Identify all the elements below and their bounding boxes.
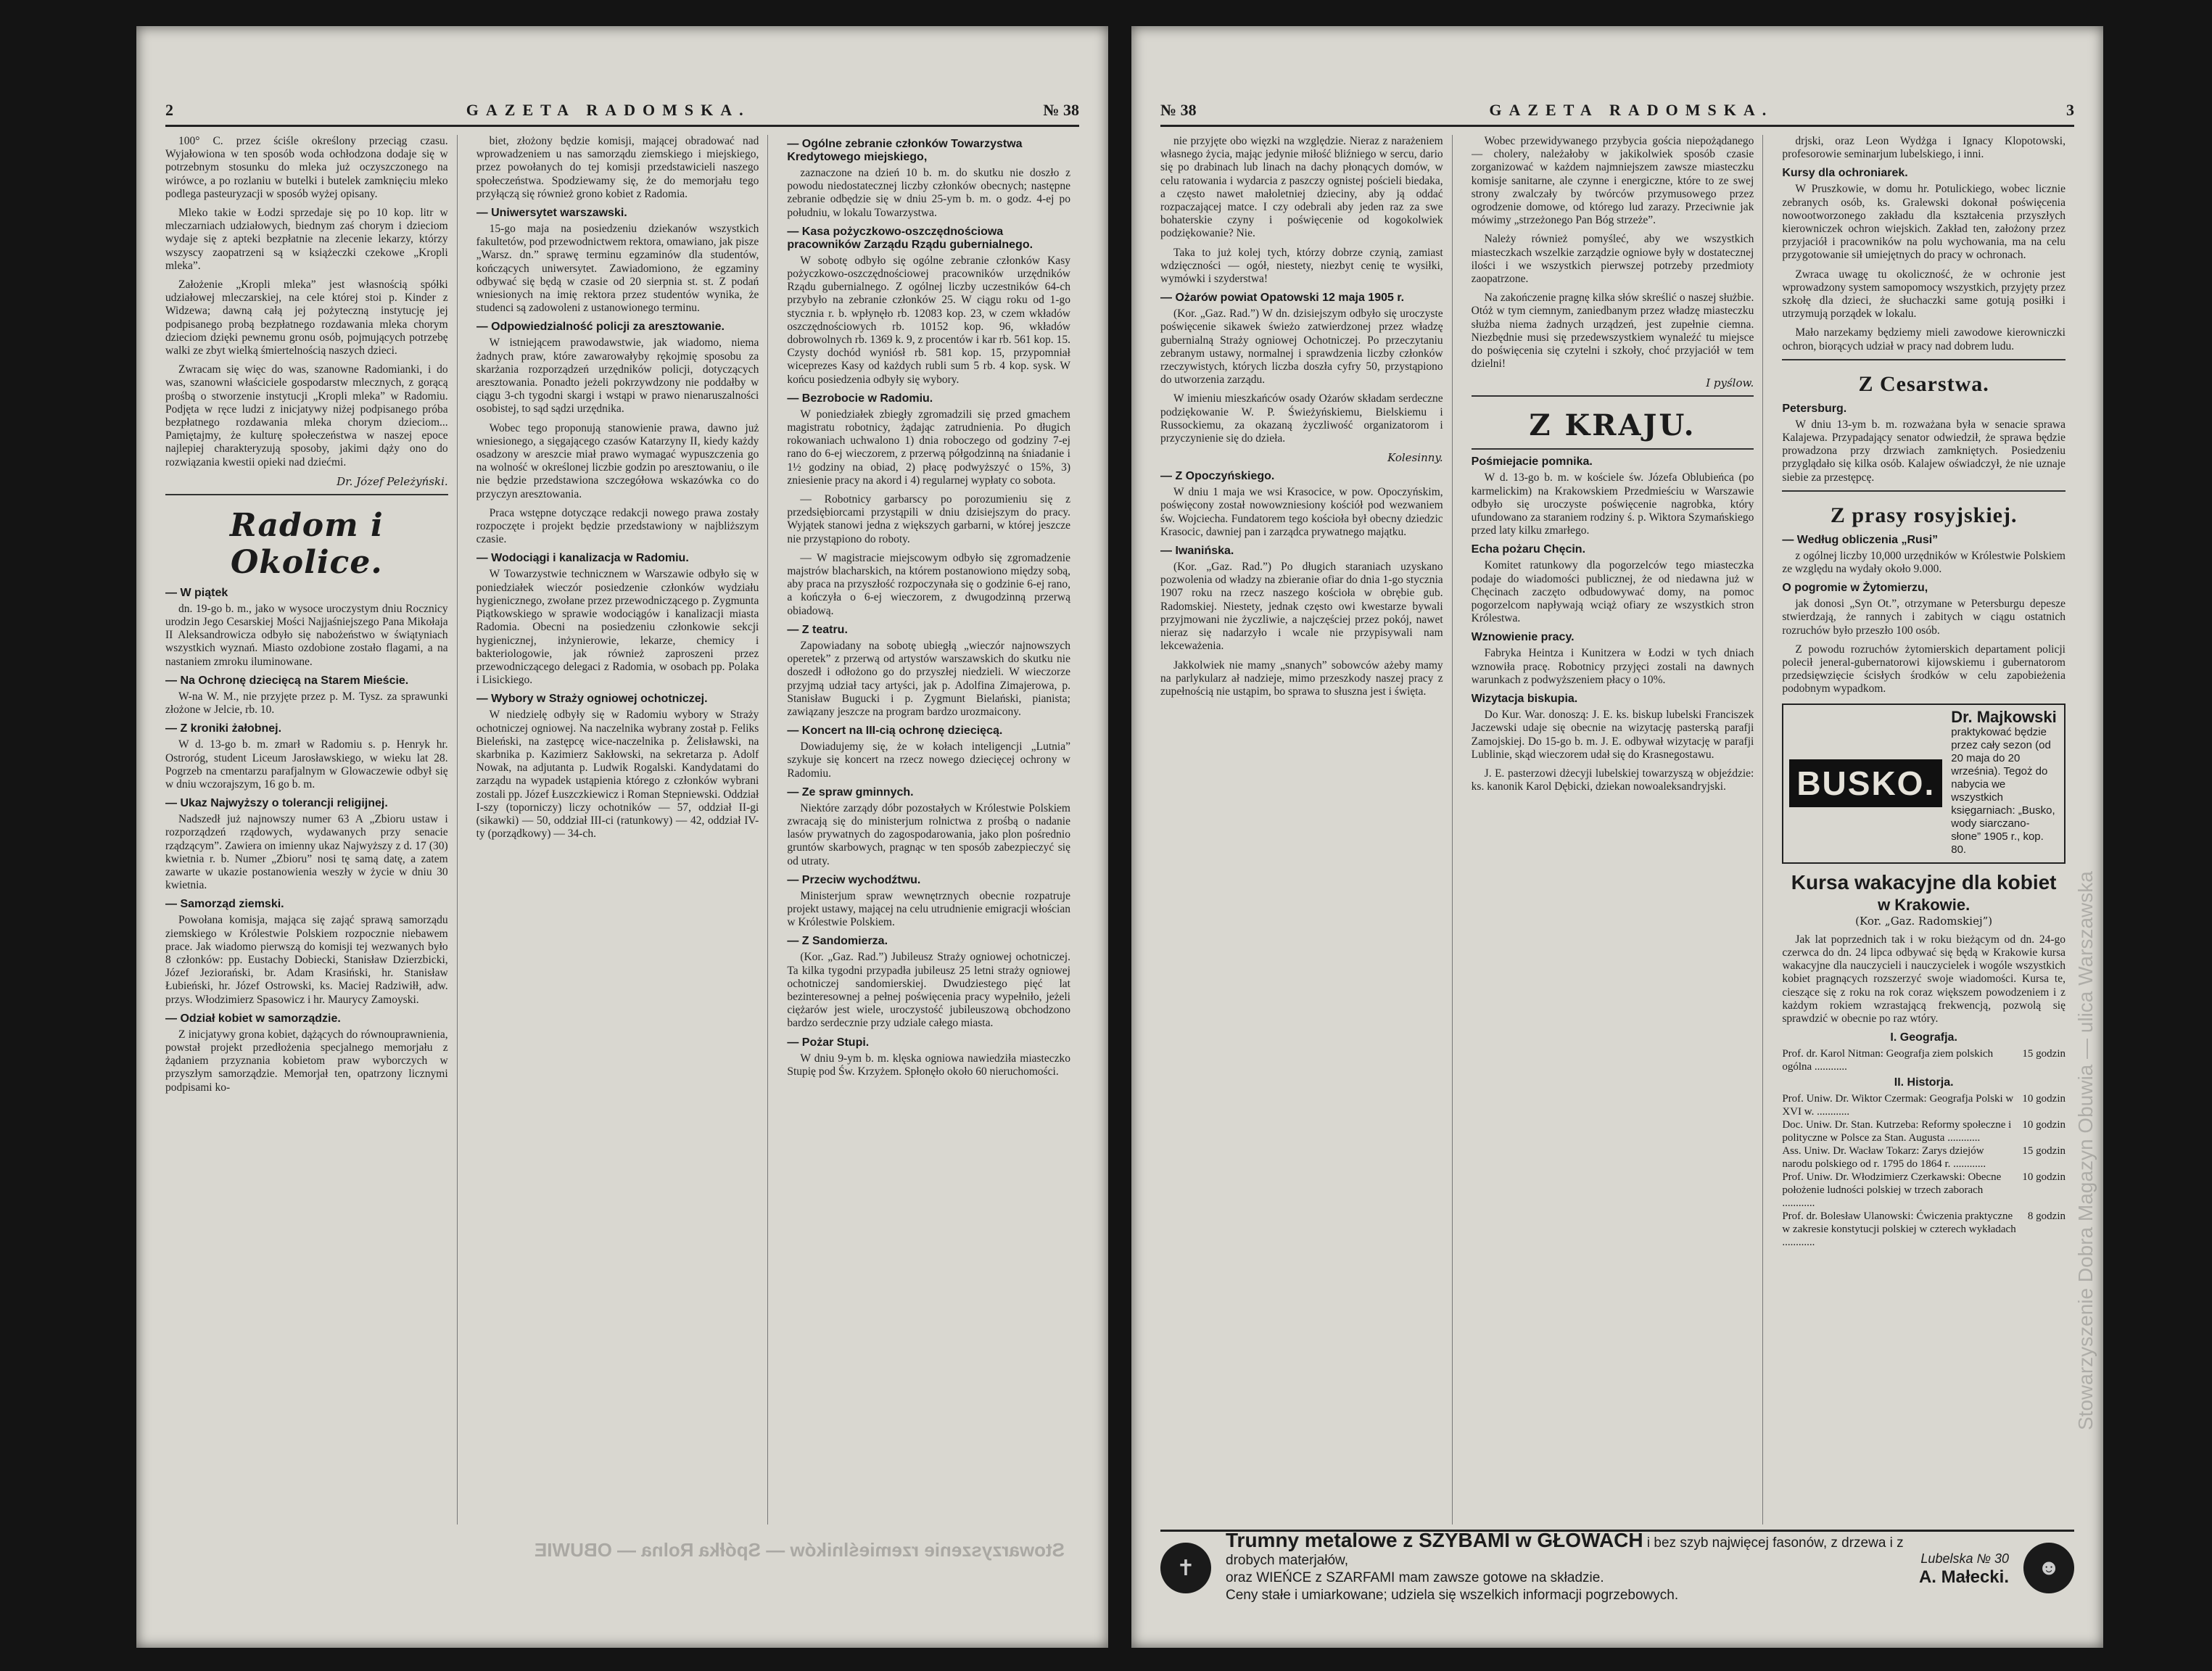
paragraph: Należy również pomyśleć, aby we wszystkich miasteczkach wszelkie zarządzie ogniowe były w dostatecznej ilości i we wszystkich pierwszej potrzeby przedmioty zaopatrzone. bbox=[1471, 233, 1754, 286]
paragraph: (Kor. „Gaz. Rad.”) Po długich staraniach uzyskano pozwolenia od władzy na zbieranie ofiar do dnia 1-go stycznia 1907 roku na rzecz naszego kościoła w obrębie gub. Radomskiej. Niestety, jednak często owi kwestarze bywali przyjmowani nie życzliwie, a najczęściej przez pokój, nawet nieraz się nadarzyło i wcale nie przypisywali nam lekceważenia. bbox=[1160, 561, 1443, 653]
section-title: Z prasy rosyjskiej. bbox=[1830, 503, 2018, 527]
lecture-hours: 10 godzin bbox=[2022, 1171, 2066, 1184]
article-heading: O pogromie w Żytomierzu, bbox=[1782, 582, 1928, 595]
paragraph: W Pruszkowie, w domu hr. Potulickiego, wobec licznie zebranych osób, ks. Gralewski dokonał poświęcenia nowootworzonego zakładu dla kształcenia przyszłych kierowniczek ochron wiejskich. Zakład ten, założony przez przyjaciół i pracowników na polu wychowania, ma na celu przygotowanie sił umiejętnych do pracy w ochronach. bbox=[1782, 183, 2066, 262]
paragraph: 100° C. przez ściśle określony przeciąg czasu. Wyjałowiona w ten sposób woda ochłodzona dodaje się w potrzebnym stosunku do mleka już oczyszczonego na wirówce, a po rozlaniu w butelki i butelek zamknięciu mleko podlega pasteuryzacji w sposób wyżej opisany. bbox=[165, 135, 448, 200]
paragraph: Niektóre zarządy dóbr pozostałych w Królestwie Polskiem zwracają się do ministerjum rolnictwa z prośbą o nadanie lasów prywatnych do zagospodarowania, jako plon pośrednio gruntów skarbowych, pragnąc w ten sposób zabezpieczyć się od utraty. bbox=[787, 801, 1070, 867]
paragraph: nie przyjęte obo więzki na względzie. Nieraz z narażeniem własnego życia, mając jedynie miłość bliźniego w sercu, dario się po drabinach lub linach na dachy płonących domów, w celu ratowania i wydarcia z paszczy ognistej pościeli biedaka, a często nawet małoletniej dzieciny, aby ją oddać rozpaczającej matce. I czy odebrali aby jeden raz za swe bohaterskie czyny i poświęcenie od kogokolwiek podziękowanie? Nie. bbox=[1160, 135, 1443, 240]
paragraph: Ministerjum spraw wewnętrznych obecnie rozpatruje projekt ustawy, mającej na celu utrudnienie emigracji włościan w Królestwie Polskiem. bbox=[787, 889, 1070, 929]
lecture-hours: 10 godzin bbox=[2022, 1119, 2066, 1131]
paragraph: Mało narzekamy będziemy mieli zawodowe kierowniczki ochron, biorących udział w pracy nad dobrem ludu. bbox=[1782, 326, 2066, 352]
paragraph: W dniu 9-ym b. m. klęska ogniowa nawiedziła miasteczko Stupię pod Św. Krzyżem. Spłonęło około 60 nieruchomości. bbox=[787, 1052, 1070, 1078]
section-title: Radom i Okolice. bbox=[229, 506, 384, 581]
lecture-row bbox=[1782, 1047, 2066, 1073]
ad-line: oraz WIEŃCE z SZARFAMI mam zawsze gotowe na składzie. bbox=[1226, 1570, 1604, 1585]
paragraph: Na zakończenie pragnę kilka słów skreślić o naszej służbie. Otóż w tym ciemnym, zaniedbanym przez władzę miasteczku służba niema żadnych urządzeń, jest zupełnie ciemna. Niezbędnie musi się przedewszystkiem wynaleźć tu miejsce do poświęcenia się czytelni i szkoły, choć przyjaciół w tem dzielni! bbox=[1471, 292, 1754, 371]
paragraph: Wobec tego proponują stanowienie prawa, dawno już wniesionego, a sięgającego czasów Katarzyny II, kiedy każdy osadzony w areszcie miał prawo wymagać wypuszczenia go na wolność w określonej liczbie godzin po aresztowaniu, o ile nie będzie przedstawiona szczegółowa wskazówka co do przyczyn aresztowania. bbox=[476, 421, 759, 500]
coffin-emblem-icon: ✝ bbox=[1160, 1543, 1211, 1593]
article-heading: Petersburg. bbox=[1782, 402, 1847, 415]
article-heading: — Wodociągi i kanalizacja w Radomiu. bbox=[476, 552, 689, 565]
divider bbox=[165, 494, 448, 495]
doctor-name: Dr. Majkowski bbox=[1951, 707, 2057, 726]
paragraph: dn. 19-go b. m., jako w wysoce uroczystym dniu Rocznicy urodzin Jego Cesarskiej Mości Najjaśniejszego Pana Mikołaja II Aleksandrowicza odbyło się nabożeństwo w świątyniach wszystkich wyznań. Miasto ozdobione zostało flagami, a na nastaniem zmroku iluminowane. bbox=[165, 602, 448, 668]
ad-address: Lubelska № 30 bbox=[1920, 1551, 2009, 1566]
spine-bleed-text: Stowarzyszenie Dobra Magazyn Obuwia — ulica Warszawska bbox=[2074, 871, 2097, 1430]
right-page bbox=[1131, 26, 2103, 1648]
lecture-row bbox=[1782, 1092, 2066, 1118]
paragraph: W niedzielę odbyły się w Radomiu wybory w Straży ochotniczej ogniowej. Na naczelnika wybrany został p. Feliks Bieleński, na zastępcę wice-naczelnika p. Żelisławski, na skarbnika p. Kazimierz Sakłowski, na sekretarza p. Adolf Nowak, na adjutanta p. Ludwik Rogalski. Kandydatami do zarządu na wypadek ustąpienia którego z członków wybrani zostali pp. Józef Łuszczkiewicz i Roman Stepniewski. Oddział I-szy (toporniczy) liczy ochotników — 57, oddział II-gi (sikawki) — 50, oddział III-ci (ratunkowy) — 42, oddział IV-ty (porządkowy) — 34-ch. bbox=[476, 709, 759, 841]
divider bbox=[1472, 395, 1754, 397]
article-heading: — Uniwersytet warszawski. bbox=[476, 207, 627, 220]
lecture-hours: 15 godzin bbox=[2022, 1145, 2066, 1158]
article-heading: — Odpowiedzialność policji za aresztowanie. bbox=[476, 321, 725, 334]
article-heading: Wizytacja biskupia. bbox=[1471, 693, 1578, 706]
left-page bbox=[136, 26, 1108, 1648]
paragraph: zaznaczone na dzień 10 b. m. do skutku nie doszło z powodu niedostatecznej liczby członków obecnych; następne zebranie odbędzie się w dniu 25-ym b. m. o godz. 4-ej po południu, w lokalu Towarzystwa. bbox=[787, 167, 1070, 219]
author-signature: Dr. Józef Peleżyński. bbox=[337, 474, 448, 488]
column-1 bbox=[1160, 135, 1453, 1524]
article-heading: — Bezrobocie w Radomiu. bbox=[787, 392, 933, 405]
column-1 bbox=[165, 135, 458, 1524]
running-head-right bbox=[1160, 96, 2074, 127]
lecture-hours: 8 godzin bbox=[2027, 1210, 2066, 1223]
paragraph: W-na W. M., nie przyjęte przez p. M. Tysz. za sprawunki złożone w Jelcie, rb. 10. bbox=[165, 690, 448, 717]
coffin-advertisement bbox=[1160, 1530, 2074, 1604]
article-heading: — Z Sandomierza. bbox=[787, 935, 888, 948]
paragraph: W Towarzystwie technicznem w Warszawie odbyło się w poniedziałek wieczór posiedzenie członków wydziału hygienicznego, zwołane przez przewodniczącego p. Zygmunta Piątkowskiego w sprawie wodociągów i kanalizacji miasta Radomia. Obecni na posiedzeniu członkowie sekcji hygienicznej, inżynierowie, lekarze, chemicy i bakteriologowie, jak również zaproszeni przez przewodniczącego delegaci z Radomia, w osobach pp. Polaka i Lisickiego. bbox=[476, 568, 759, 687]
paragraph: W imieniu mieszkańców osady Ożarów składam serdeczne podziękowanie W. P. Świeżyńskiemu, Bielskiemu i Russockiemu, za okazaną życzliwość organizatorom i przyczynienie się do dzieła. bbox=[1160, 392, 1443, 445]
article-heading: — Z teatru. bbox=[787, 623, 848, 636]
divider bbox=[1472, 448, 1754, 450]
paragraph: W sobotę odbyło się ogólne zebranie członków Kasy pożyczkowo-oszczędnościowej pracowników urzędników Rządu gubernialnego. Z ogólnej liczby uczestników 64-ch przybyło na zebranie członków 25. W ciągu roku od 1-go stycznia r. b. wpłynęło rb. 12083 kop. 23, w czem wkładów oszczędnościowych rb. 10152 kop. 96, wkładów dobrowolnych rb. 1369 k. 9, z procentów i kar rb. 561 kop. 15. Czysty dochód wyniósł rb. 581 kop. 15, przypomniał wiceprezes Kasy od każdych rubli sum 5 rb. 4 kop. sysk. W końcu posiedzenia odbyły się wybory. bbox=[787, 254, 1070, 386]
article-columns bbox=[165, 135, 1079, 1524]
course-group: I. Geografja. bbox=[1890, 1031, 1957, 1044]
column-3 bbox=[787, 135, 1079, 1524]
divider bbox=[1782, 490, 2066, 492]
paragraph: Komitet ratunkowy dla pogorzelców tego miasteczka podaje do wiadomości publicznej, że od niedawna już w Chęcinach zaczęto odbudowywać domy, na pomoc pogorzelcom napływają wciąż ofiary ze wszystkich stron Królestwa. bbox=[1471, 559, 1754, 625]
article-heading: — Na Ochronę dziecięcą na Starem Mieście. bbox=[165, 674, 409, 687]
ad-headline: Trumny metalowe z SZYBAMI w GŁOWACH bbox=[1226, 1529, 1643, 1551]
busko-logo: BUSKO. bbox=[1789, 759, 1942, 807]
ad-body: praktykować będzie przez cały sezon (od 20 maja do 20 września). Tegoż do nabycia we wszystkich księgarniach: „Busko, wody siarczano-słone” 1905 r., kop. 80. bbox=[1951, 725, 2055, 856]
course-title: Kursa wakacyjne dla kobiet bbox=[1791, 870, 2057, 894]
paragraph: biet, złożony będzie komisji, mającej obradować nad wprowadzeniem u nas samorządu ziemskiego i miejskiego, przez powołanych do tej komisji przedstawicieli naszego społeczeństwa. Spodziewamy się, że do memorjału tego przyłączą się również grono kobiet z Radomia. bbox=[476, 135, 759, 200]
paragraph: Taka to już kolej tych, którzy dobrze czynią, zamiast wdzięczności — ogół, niestety, niezbyt cenię te wysiłki, wymówki i szyderstwa! bbox=[1160, 246, 1443, 286]
paragraph: Nadszedł już najnowszy numer 63 A „Zbioru ustaw i rozporządzeń rządowych, wydawanych przy senacie rządzącym”. Zawiera on imienny ukaz Najwyższy z d. 17 (30) kwietnia r. b. Numer „Zbioru” nosi tę samą datę, a zatem zawarte w ukazie postanowienia weszły w życie w dniu 30 kwietnia. bbox=[165, 813, 448, 892]
paragraph: — Robotnicy garbarscy po porozumieniu się z przedsiębiorcami przystąpili w dniu dzisiejszym do pracy. Wyjątek stanowi jedna z większych garbarni, w której jeszcze nie przystąpiono do roboty. bbox=[787, 493, 1070, 545]
article-heading: — Ożarów powiat Opatowski 12 maja 1905 r. bbox=[1160, 292, 1405, 305]
article-heading: — Wybory w Straży ogniowej ochotniczej. bbox=[476, 693, 708, 706]
paragraph: 15-go maja na posiedzeniu dziekanów wszystkich fakultetów, pod przewodnictwem rektora, omawiano, jak pisze „Warsz. dn.” sprawę terminu egzaminów dla studentów, kończących uniwersytet. Zawiadomiono, że egzaminy odbywać się będą w czasie od 20 sierpnia st. st. Z podań wniesionych na imię rektora przez studentów wynika, że studenci są zadowoleni z ustanowionego terminu. bbox=[476, 223, 759, 315]
article-heading: — Ukaz Najwyższy o tolerancji religijnej. bbox=[165, 797, 388, 810]
article-heading: — Przeciw wychodźtwu. bbox=[787, 873, 921, 886]
running-head-left bbox=[165, 96, 1079, 127]
author-signature: Kolesinny. bbox=[1387, 451, 1443, 465]
paragraph: W d. 13-go b. m. zmarł w Radomiu s. p. Henryk hr. Ostroróg, student Liceum Jarosławskiego, w wieku lat 28. Pogrzeb na cmentarzu parafjalnym w Glowaczewie odbył się w dniu wczorajszym, 16 go b. m. bbox=[165, 738, 448, 791]
lecture-title: Prof. Uniw. Dr. Włodzimierz Czerkawski: Obecne położenie ludności polskiej w trzech zaborach ............ bbox=[1782, 1171, 2002, 1210]
article-heading: — Ogólne zebranie członków Towarzystwa Kredytowego miejskiego, bbox=[787, 138, 1023, 163]
footer-ad-text bbox=[1226, 1529, 1904, 1604]
article-heading: Kursy dla ochroniarek. bbox=[1782, 167, 1908, 180]
course-group: II. Historja. bbox=[1894, 1076, 1954, 1089]
article-heading: — Według obliczenia „Rusi” bbox=[1782, 533, 1939, 546]
article-heading: Pośmiejacie pomnika. bbox=[1471, 455, 1593, 469]
course-subtitle: w Krakowie. bbox=[1878, 895, 1970, 914]
section-title: Z KRAJU. bbox=[1529, 408, 1696, 443]
article-heading: — Z Opoczyńskiego. bbox=[1160, 470, 1275, 483]
paragraph: (Kor. „Gaz. Rad.”) W dn. dzisiejszym odbyło się uroczyste poświęcenie sikawek świeżo zatwierdzonej przez władzę gubernialną Straży ogniowej Ochotniczej. Po przeczytaniu zebranym ustawy, normalnej i sprawdzenia liczby członków rzeczywistych, których liczba doszła cyfry 50, przystąpiono do utworzenia zarządu. bbox=[1160, 308, 1443, 387]
paragraph: jak donosi „Syn Ot.”, otrzymane w Petersburgu depesze stwierdzają, że rannych i zabitych w ciągu ostatnich rozruchów było przeszło 100 osób. bbox=[1782, 598, 2066, 637]
article-heading: — Koncert na III-cią ochronę dziecięcą. bbox=[787, 725, 1003, 738]
busko-text bbox=[1951, 707, 2058, 857]
bleed-through-text: Stowarzyszenie rzemieślników — Spółka Rolna — OBUWIE bbox=[534, 1539, 1065, 1561]
paragraph: Praca wstępne dotyczące redakcji nowego prawa zostały rozpoczęte i projekt będzie przedstawiony w najbliższym czasie. bbox=[476, 506, 759, 546]
lecture-title: Doc. Uniw. Dr. Stan. Kutrzeba: Reformy społeczne i polityczne w Polsce za Stan. Augusta ............ bbox=[1782, 1119, 2012, 1144]
column-2 bbox=[1472, 135, 1764, 1524]
masthead: GAZETA RADOMSKA. bbox=[1489, 101, 1774, 119]
article-columns bbox=[1160, 135, 2074, 1524]
paragraph: z ogólnej liczby 10,000 urzędników w Królestwie Polskiem ze względu na wydały około 9.000. bbox=[1782, 549, 2066, 576]
footer-ad-signature bbox=[1919, 1549, 2009, 1588]
paragraph: (Kor. „Gaz. Rad.”) Jubileusz Straży ogniowej ochotniczej. Ta kilka tygodni przypadła jubileusz 25 letni straży ogniowej ochotniczej sandomierskiej. Dwudziestego pięć lat bezinteresownej a pełnej poświęcenia pracy wypełniło, jeżeli ciężarów jest wiele, uroczystość jubileuszową obchodzono bardzo serdecznie przy udziale całego miasta. bbox=[787, 951, 1070, 1030]
lecture-title: Prof. dr. Karol Nitman: Geografja ziem polskich ogólna ............ bbox=[1782, 1048, 1994, 1073]
article-heading: Wznowienie pracy. bbox=[1471, 631, 1575, 644]
paragraph: Dowiadujemy się, że w kołach inteligencji „Lutnia” szykuje się koncert na rzecz nowego dziecięcej ochrony w Radomiu. bbox=[787, 740, 1070, 780]
lecture-row bbox=[1782, 1210, 2066, 1249]
paragraph: Powołana komisja, mająca się zająć sprawą samorządu ziemskiego w Królestwie Polskiem rozpocznie niebawem prace. Jak wiadomo pierwszą do komisji tej wezwanych było 8 członków: pp. Eustachy Dobiecki, Stanisław Dzierzbicki, Józef Jeziorański, br. Adam Krasiński, hr. Stanisław Łubieński, hr. Józef Ostrowski, ks. Maciej Radziwiłł, adw. przys. Włodzimierz Spasowicz i hr. Maurycy Zamoyski. bbox=[165, 914, 448, 1006]
lecture-row bbox=[1782, 1118, 2066, 1144]
page-number: 3 bbox=[2066, 101, 2074, 119]
lecture-row bbox=[1782, 1171, 2066, 1210]
section-title: Z Cesarstwa. bbox=[1858, 371, 1989, 396]
paragraph: Mleko takie w Łodzi sprzedaje się po 10 kop. litr w mleczarniach udziałowych, biednym zaś chorym i dzieciom wydaje się z apteki bezpłatnie na zlecenie lekarzy, którzy wszyscy zaopatrzeni są w książeczki czekowe „Kropli mleka”. bbox=[165, 207, 448, 272]
paragraph: Fabryka Heintza i Kunitzera w Łodzi w tych dniach wznowiła pracę. Robotnicy przyjęci zostali na dawnych warunkach z podwyższeniem płacy o 10%. bbox=[1471, 647, 1754, 686]
page-number: 2 bbox=[165, 101, 173, 119]
course-note: (Kor. „Gaz. Radomskiej”) bbox=[1855, 914, 1993, 928]
paragraph: Z powodu rozruchów żytomierskich departament policji polecił jeneral-gubernatorowi kijowskiemu i gubernatorom przedsięwzięcie ścisłych środków w celu zapobieżenia podobnym wypadkom. bbox=[1782, 643, 2066, 696]
busko-row bbox=[1789, 707, 2058, 857]
ad-signature: A. Małecki. bbox=[1918, 1567, 2009, 1587]
masthead: GAZETA RADOMSKA. bbox=[466, 101, 751, 119]
issue-number: № 38 bbox=[1043, 101, 1079, 119]
paragraph: W dniu 13-ym b. m. rozważana była w senacie sprawa Kalajewa. Przypadający senator odwiedził, że sprawa będzie prowadzona przy drzwiach zamkniętych. Posiedzeniu przyglądało się kilka osób. Kalajew oświadczył, że nie uznaje siebie za przestępcę. bbox=[1782, 418, 2066, 484]
paragraph: Wobec przewidywanego przybycia gościa niepożądanego — cholery, należałoby w jakikolwiek sposób czasie zorganizować w każdem najmniejszem zawsze miasteczku komisje sanitarne, ale czynne i energiczne, które to ze swej strony zwalczały by twórców przymusowego przez ogrodzenie domowe, od którego lud zarazy. Przeciwnie jak mówimy „strzeżonego Pan Bóg strzeże”. bbox=[1471, 135, 1754, 227]
column-3 bbox=[1782, 135, 2074, 1524]
article-heading: — Iwanińska. bbox=[1160, 545, 1234, 558]
divider bbox=[1782, 359, 2066, 360]
lecture-row bbox=[1782, 1144, 2066, 1171]
paragraph: Jakkolwiek nie mamy „snanych” sobowców ażeby mamy na parlykularz ał nadzieje, mimo przeszkody naszej pracy z zupełnością nie ustąpim, bo sprawa to słuszna jest i święta. bbox=[1160, 659, 1443, 698]
author-signature: I pyślow. bbox=[1706, 376, 1754, 390]
ad-line: i bez szyb najwięcej fasonów, z drzewa i z drobych materjałów, bbox=[1226, 1535, 1904, 1568]
lecture-title: Prof. Uniw. Dr. Wiktor Czermak: Geografja Polski w XVI w. ............ bbox=[1782, 1093, 2014, 1118]
paragraph: W d. 13-go b. m. w kościele św. Józefa Oblubieńca (po karmelickim) na Krakowskiem Przedmieściu w Warszawie odbyło się uroczyste poświęcenie nagrobka, który ufundowano za staraniem rodziny ś. p. Wiktora Szymańskiego przed laty kilku zmarłego. bbox=[1471, 471, 1754, 537]
paragraph: W poniedziałek zbiegły zgromadzili się przed gmachem magistratu robotnicy, żądając zatrudnienia. Po długich rokowaniach uchwalono 1) dnia roboczego od godziny 7-ej rano do 6-ej wieczorem, z przerwą półgodzinną na śniadanie i 1½ godziny na obiad, 2) płacę podwyższyć o 15%, 3) zniesienie pracy na akord i 4) regularnej wypłaty co sobota. bbox=[787, 408, 1070, 487]
lecture-hours: 10 godzin bbox=[2022, 1093, 2066, 1105]
article-heading: — Ze spraw gminnych. bbox=[787, 785, 914, 799]
lecture-title: Ass. Uniw. Dr. Wacław Tokarz: Zarys dziejów narodu polskiego od r. 1795 do 1864 r. ............ bbox=[1782, 1145, 1986, 1171]
portrait-emblem-icon: ☻ bbox=[2023, 1543, 2074, 1593]
ad-line: Ceny stałe i umiarkowane; udziela się wszelkich informacji pogrzebowych. bbox=[1226, 1588, 1679, 1603]
article-heading: — W piątek bbox=[165, 586, 228, 599]
column-2 bbox=[476, 135, 769, 1524]
paragraph: Zapowiadany na sobotę ubiegłą „wieczór najnowszych operetek” z przerwą od artystów warszawskich do skutku nie doszedł i odłożono go do przyszłej niedzieli. W wieczorze przyjmą udział tacy artyści, jak p. Adolfina Zimajerowa, p. Stanisław Bugucki i p. Zygmunt Bielański, pianista; zawiązany jeszcze na program bardzo urozmaicony. bbox=[787, 639, 1070, 718]
article-heading: — Samorząd ziemski. bbox=[165, 898, 284, 911]
article-heading: — Odział kobiet w samorządzie. bbox=[165, 1012, 341, 1025]
paragraph: Z inicjatywy grona kobiet, dążących do równouprawnienia, powstał projekt przedłożenia specjalnego memorjału z żądaniem przyznania kobietom praw wyborczych w przyszłym samorządzie. Memorjał ten, opatrzony licznymi podpisami ko- bbox=[165, 1028, 448, 1094]
paragraph: J. E. pasterzowi dżecyji lubelskiej towarzyszą w objeździe: ks. kanonik Karol Dębicki, dziekan nowoaleksandryjski. bbox=[1471, 767, 1754, 793]
issue-number: № 38 bbox=[1160, 101, 1197, 119]
paragraph: Do Kur. War. donoszą: J. E. ks. biskup lubelski Franciszek Jaczewski udaje się obecnie na wizytację pasterską parafji Zamojskiej. Do 15-go b. m. J. E. odbywał wizytację w parafji Lublinie, skąd wieczorem udał się do Krasnegostawu. bbox=[1471, 709, 1754, 761]
article-heading: — Z kroniki żałobnej. bbox=[165, 722, 282, 735]
article-heading: — Kasa pożyczkowo-oszczędnościowa pracowników Zarządu Rządu gubernialnego. bbox=[787, 225, 1033, 251]
paragraph: W dniu 1 maja we wsi Krasocice, w pow. Opoczyńskim, poświęcony został nowowzniesiony kościół pod wezwaniem św. Wojciecha. Fundatorem tego kościoła był obecny dziedzic Krasocic, dawniej pan i zarządca prywatnego majątku. bbox=[1160, 486, 1443, 538]
paragraph: Założenie „Kropli mleka” jest własnością spółki udziałowej mleczarskiej, na cele której stoi p. Kinder z Widzewa; dawną całą jej pożyteczną instytucję jej podpisanego probą bezpłatnego rozdawania mleka chorym dzieciom dzięki pewnemu gronu osób, pojmujących potrzebę walki ze zbyt wielką śmiertelnością naszych dzieci. bbox=[165, 278, 448, 358]
article-heading: — Pożar Stupi. bbox=[787, 1036, 870, 1049]
lecture-title: Prof. dr. Bolesław Ulanowski: Ćwiczenia praktyczne w zakresie konstytucji polskiej w czterech wykładach ............ bbox=[1782, 1210, 2016, 1249]
paragraph: W istniejącem prawodawstwie, jak wiadomo, niema żadnych praw, które zawarowałyby rękojmię sposobu za skarżania rozporządzeń urzędników policji, dotyczących aresztowania. Ponadto jeżeli pokrzywdzony nie poddałby w ciągu 3-ch tygodni skargi i wstąpi w prawo nienaruszalności osobistej, to sąd sądzi urzędnika. bbox=[476, 337, 759, 416]
lecture-hours: 15 godzin bbox=[2022, 1048, 2066, 1060]
paragraph: Jak lat poprzednich tak i w roku bieżącym od dn. 24-go czerwca do dn. 24 lipca odbywać się będą w Krakowie kursa wakacyjne dla nauczycieli i nauczycielek i wogóle wszystkich kobiet pragnących rozszerzyć swoje wiadomości. Kursa te, cieszące się z roku na rok coraz większem powodzeniem i z każdym rokiem wzrastającą frekwencją, pozwolą się sprawdzić w obecnie po raz wtóry. bbox=[1782, 933, 2066, 1025]
article-heading: Echa pożaru Chęcin. bbox=[1471, 543, 1586, 556]
paragraph: Zwraca uwagę tu okoliczność, że w ochronie jest wprowadzony system samopomocy wszystkich, przyjęty przez szkołę dla dzieci, że słuchaczki same gotują posiłki i utrzymują porządek w lokalu. bbox=[1782, 268, 2066, 321]
paragraph: drjski, oraz Leon Wydżga i Ignacy Klopotowski, profesorowie seminarjum lubelskiego, i inni. bbox=[1782, 135, 2066, 161]
paragraph: — W magistracie miejscowym odbyło się zgromadzenie majstrów blacharskich, na którem postanowiono między sobą, aby praca na przyszłość rozpoczynała się o godzinie 6-ej rano, a kończyła o 6-ej wieczorem, z dwugodzinną przerwą obiadową. bbox=[787, 551, 1070, 617]
busko-advertisement bbox=[1782, 704, 2066, 864]
paragraph: Zwracam się więc do was, szanowne Radomianki, i do was, szanowni właściciele gospodarstw mlecznych, z gorącą prośbą o stworzenie instytucji „Kropli mleka” w Radomiu. Podjęta w ręce ludzi z inicjatywy niżej podpisanego próba bezpłatnego rozdawania mleka chorym dzieciom... Pamiętajmy, że kulturę społeczeństwa w naszej epoce najlepiej charakteryzują sposoby, jakimi dąży ono do rozwiązania kwestii opieki nad dziećmi. bbox=[165, 363, 448, 469]
